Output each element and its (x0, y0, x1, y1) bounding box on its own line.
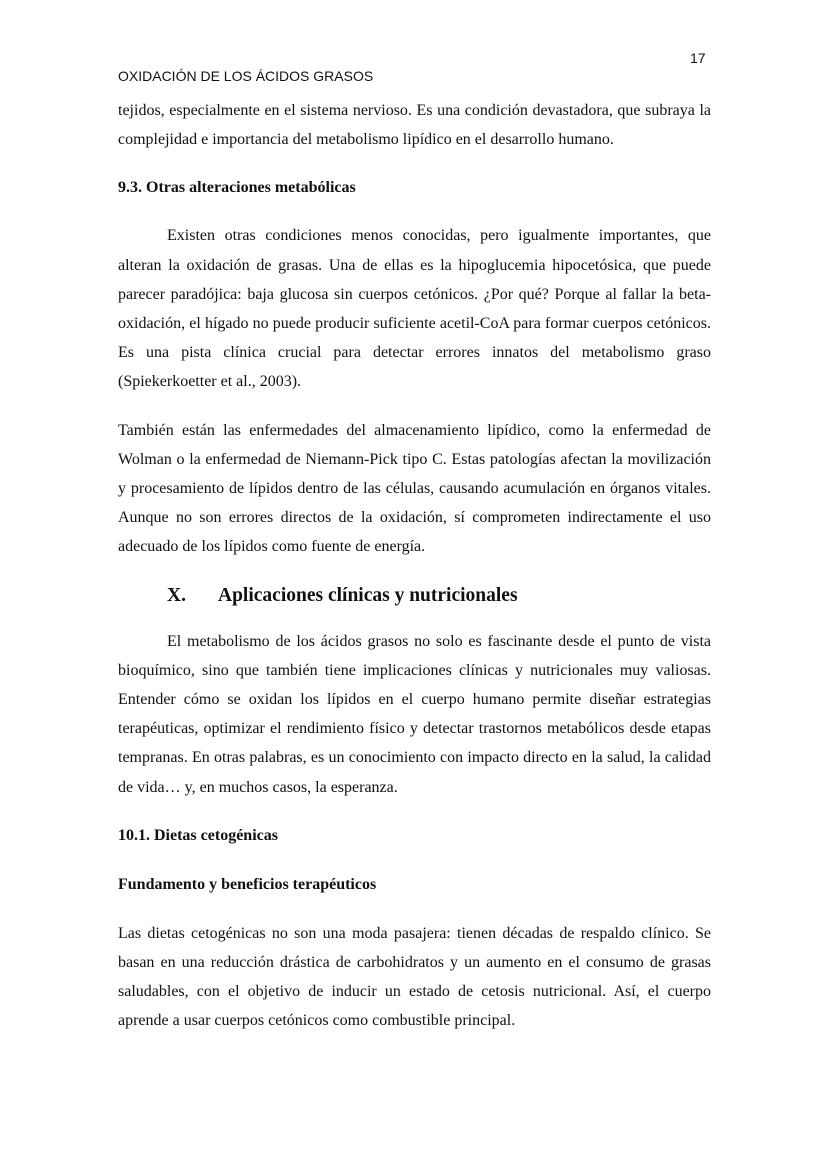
page-number: 17 (690, 50, 706, 66)
paragraph-hypoketotic: Existen otras condiciones menos conocidas, pero igualmente importantes, que alteran la oxidación de grasas. Una de ellas es la hipoglucemia hipocetósica, que puede parecer paradójica: baja glucosa sin cuerpos cetónicos. ¿Por qué? Porque al fallar la beta-oxidación, el hígado no puede producir suficiente acetil-CoA para formar cuerpos cetónicos. Es una pista clínica crucial para detectar errores innatos del metabolismo graso (Spiekerkoetter et al., 2003). (118, 227, 711, 391)
chapter-title: Aplicaciones clínicas y nutricionales (218, 584, 518, 606)
subsection-heading-fundamento: Fundamento y beneficios terapéuticos (118, 875, 377, 893)
paragraph-continuation: tejidos, especialmente en el sistema nervioso. Es una condición devastadora, que subraya la complejidad e importancia del metabolismo lipídico en el desarrollo humano. (118, 102, 711, 149)
section-heading-10-1: 10.1. Dietas cetogénicas (118, 826, 278, 844)
paragraph-ketogenic: Las dietas cetogénicas no son una moda pasajera: tienen décadas de respaldo clínico. Se basan en una reducción drástica de carbohidratos y un aumento en el consumo de grasas saludables, con el objetivo de inducir un estado de cetosis nutricional. Así, el cuerpo aprende a usar cuerpos cetónicos como combustible principal. (118, 924, 711, 1030)
chapter-number: X. (167, 584, 186, 606)
page-body (118, 96, 711, 1036)
running-header: OXIDACIÓN DE LOS ÁCIDOS GRASOS (118, 68, 374, 84)
chapter-heading-x (118, 581, 711, 610)
paragraph-lipid-storage: También están las enfermedades del almacenamiento lipídico, como la enfermedad de Wolman o la enfermedad de Niemann-Pick tipo C. Estas patologías afectan la movilización y procesamiento de lípidos dentro de las células, causando acumulación en órganos vitales. Aunque no son errores directos de la oxidación, sí comprometen indirectamente el uso adecuado de los lípidos como fuente de energía. (118, 421, 711, 556)
section-heading-9-3: 9.3. Otras alteraciones metabólicas (118, 179, 356, 197)
paragraph-clinical-intro: El metabolismo de los ácidos grasos no solo es fascinante desde el punto de vista bioquímico, sino que también tiene implicaciones clínicas y nutricionales muy valiosas. Entender cómo se oxidan los lípidos en el cuerpo humano permite diseñar estrategias terapéuticas, optimizar el rendimiento físico y detectar trastornos metabólicos desde etapas tempranas. En otras palabras, es un conocimiento con impacto directo en la salud, la calidad de vida… y, en muchos casos, la esperanza. (118, 632, 711, 796)
